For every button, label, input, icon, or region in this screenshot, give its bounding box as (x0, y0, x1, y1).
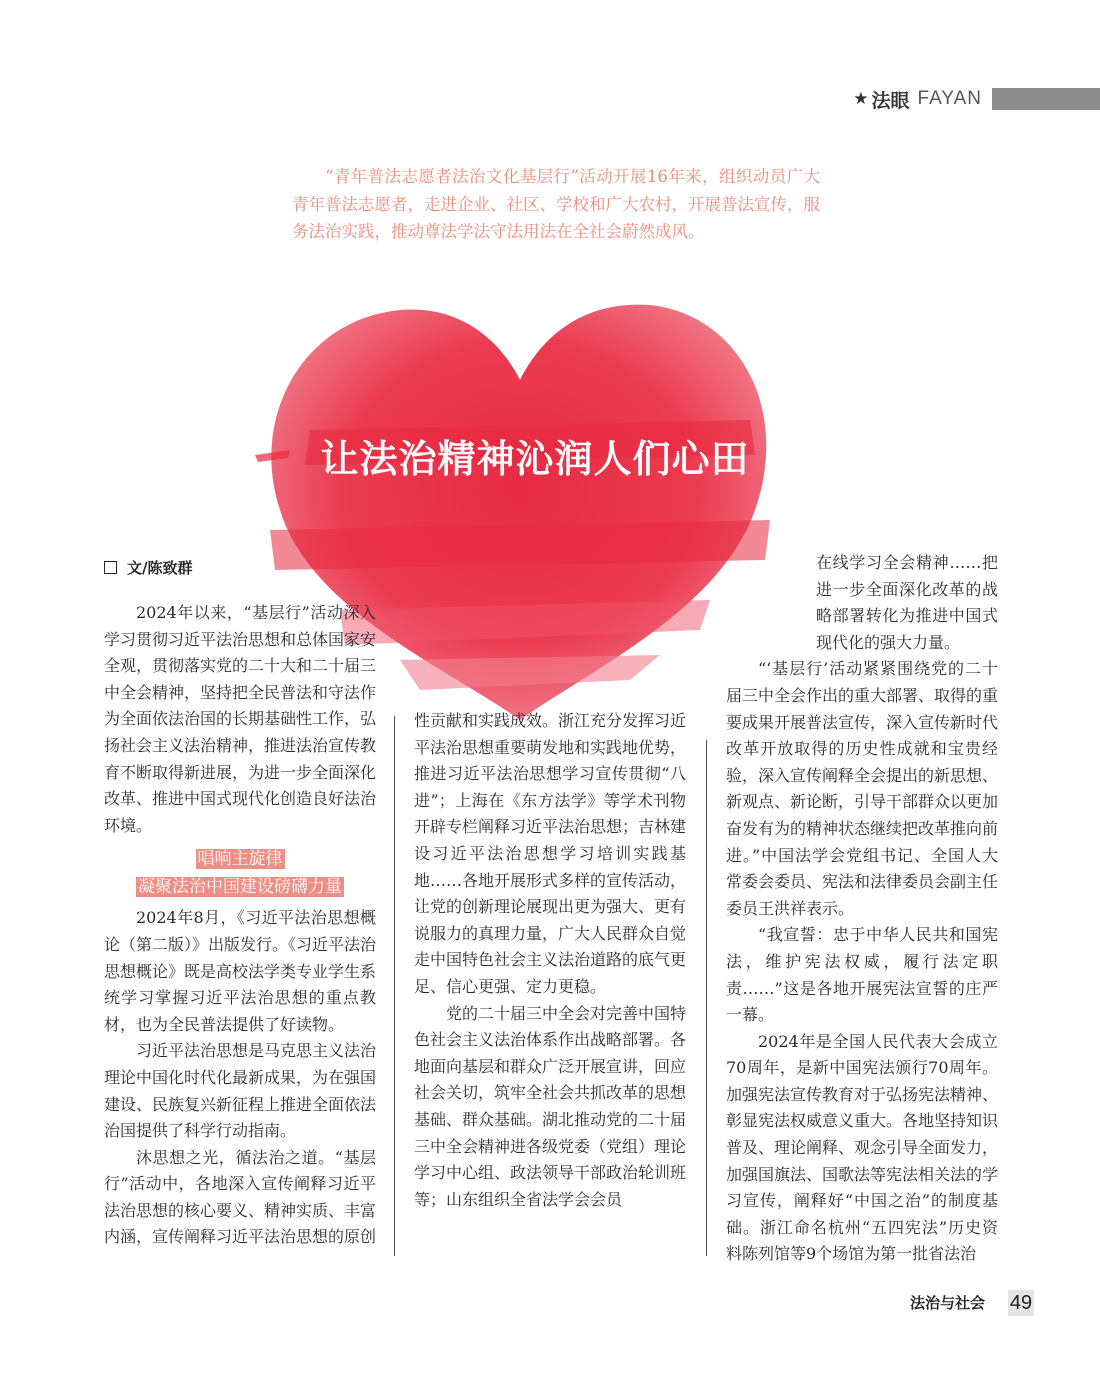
col1-paragraph: 沐思想之光，循法治之道。“基层行”活动中，各地深入宣传阐释习近平法治思想的核心要义、精神实质、丰富内涵，宣传阐释习近平法治思想的原创 (104, 1147, 377, 1247)
intro-lead (292, 163, 820, 246)
intro-text: “青年普法志愿者法治文化基层行”活动开展16年来，组织动员广大青年普法志愿者，走进企业、社区、学校和广大农村，开展普法宣传，服务法治实践，推动尊法学法守法用法在全社会蔚然成风。 (292, 167, 820, 241)
column-3 (726, 550, 998, 1268)
col1-paragraph: 习近平法治思想是马克思主义法治理论中国化时代化最新成果，为在强国建设、民族复兴新征程上推进全面依法治国提供了科学行动指南。 (104, 1041, 377, 1141)
author-line (104, 557, 192, 578)
section-title-cn: 法眼 (871, 89, 910, 112)
subheading (104, 845, 376, 901)
col3-paragraph: 在线学习全会精神……把进一步全面深化改革的战略部署转化为推进中国式现代化的强大力量。 (816, 553, 998, 652)
subheading-line-2: 凝聚法治中国建设磅礴力量 (138, 877, 342, 898)
subheading-line-1: 唱响主旋律 (197, 849, 283, 870)
col1-paragraph: 2024年8月，《习近平法治思想概论（第二版）》出版发行。《习近平法治思想概论》既是高校法学类专业学生系统学习掌握习近平法治思想的重点教材，也为全民普法提供了好读物。 (104, 908, 377, 1034)
article-title: 让法治精神沁润人们心田 (320, 437, 750, 481)
column-divider (706, 740, 707, 1256)
column-2 (414, 708, 686, 1213)
header-bar (992, 88, 1100, 110)
author-square-icon (104, 561, 117, 574)
star-icon: ★ (853, 89, 869, 109)
col3-paragraph: “‘基层行’活动紧紧围绕党的二十届三中全会作出的重大部署、取得的重要成果开展普法宣传，深入宣传新时代改革开放取得的历史性成就和宝贵经验，深入宣传阐释全会提出的新思想、新观点、新论断，引导干部群众以更加奋发有为的精神状态继续把改革推向前进。”中国法学会党组书记、全国人大常委会委员、宪法和法律委员会副主任委员王洪祥表示。 (726, 659, 999, 918)
magazine-name: 法治与社会 (909, 1294, 985, 1312)
column-1 (104, 600, 376, 1251)
col3-paragraph: “我宣誓：忠于中华人民共和国宪法，维护宪法权威，履行法定职责……”这是各地开展宪法宣誓的庄严一幕。 (726, 925, 998, 1025)
page-number: 49 (1009, 1292, 1033, 1314)
author-name: 文/陈致群 (127, 559, 193, 577)
col3-paragraph: 2024年是全国人民代表大会成立70周年，是新中国宪法颁行70周年。加强宪法宣传教育对于弘扬宪法精神、彰显宪法权威意义重大。各地坚持知识普及、理论阐释、观念引导全面发力，加强国旗法、国歌法等宪法相关法的学习宣传，阐释好“中国之治”的制度基础。浙江命名杭州“五四宪法”历史资料陈列馆等9个场馆为第一批省法治 (726, 1031, 999, 1264)
col1-paragraph: 2024年以来，“基层行”活动深入学习贯彻习近平法治思想和总体国家安全观，贯彻落实党的二十大和二十届三中全会精神，坚持把全民普法和守法作为全面依法治国的长期基础性工作，弘扬社会主义法治精神，推进法治宣传教育不断取得新进展，为进一步全面深化改革、推进中国式现代化创造良好法治环境。 (104, 603, 377, 835)
section-title-en: FAYAN (917, 88, 982, 109)
col2-paragraph: 性贡献和实践成效。浙江充分发挥习近平法治思想重要萌发地和实践地优势，推进习近平法治思想学习宣传贯彻“八进”；上海在《东方法学》等学术刊物开辟专栏阐释习近平法治思想；吉林建设习近平法治思想学习培训实践基地……各地开展形式多样的宣传活动，让党的创新理论展现出更为强大、更有说服力的真理力量，广大人民群众自觉走中国特色社会主义法治道路的底气更足、信心更强、定力更稳。 (414, 711, 687, 996)
section-header (853, 86, 1100, 112)
col2-paragraph: 党的二十届三中全会对完善中国特色社会主义法治体系作出战略部署。各地面向基层和群众广泛开展宣讲，回应社会关切，筑牢全社会共抓改革的思想基础、群众基础。湖北推动党的二十届三中全会精神进各级党委（党组）理论学习中心组、政法领导干部政治轮训班等；山东组织全省法学会会员 (414, 1003, 687, 1209)
column-divider (394, 716, 395, 1256)
